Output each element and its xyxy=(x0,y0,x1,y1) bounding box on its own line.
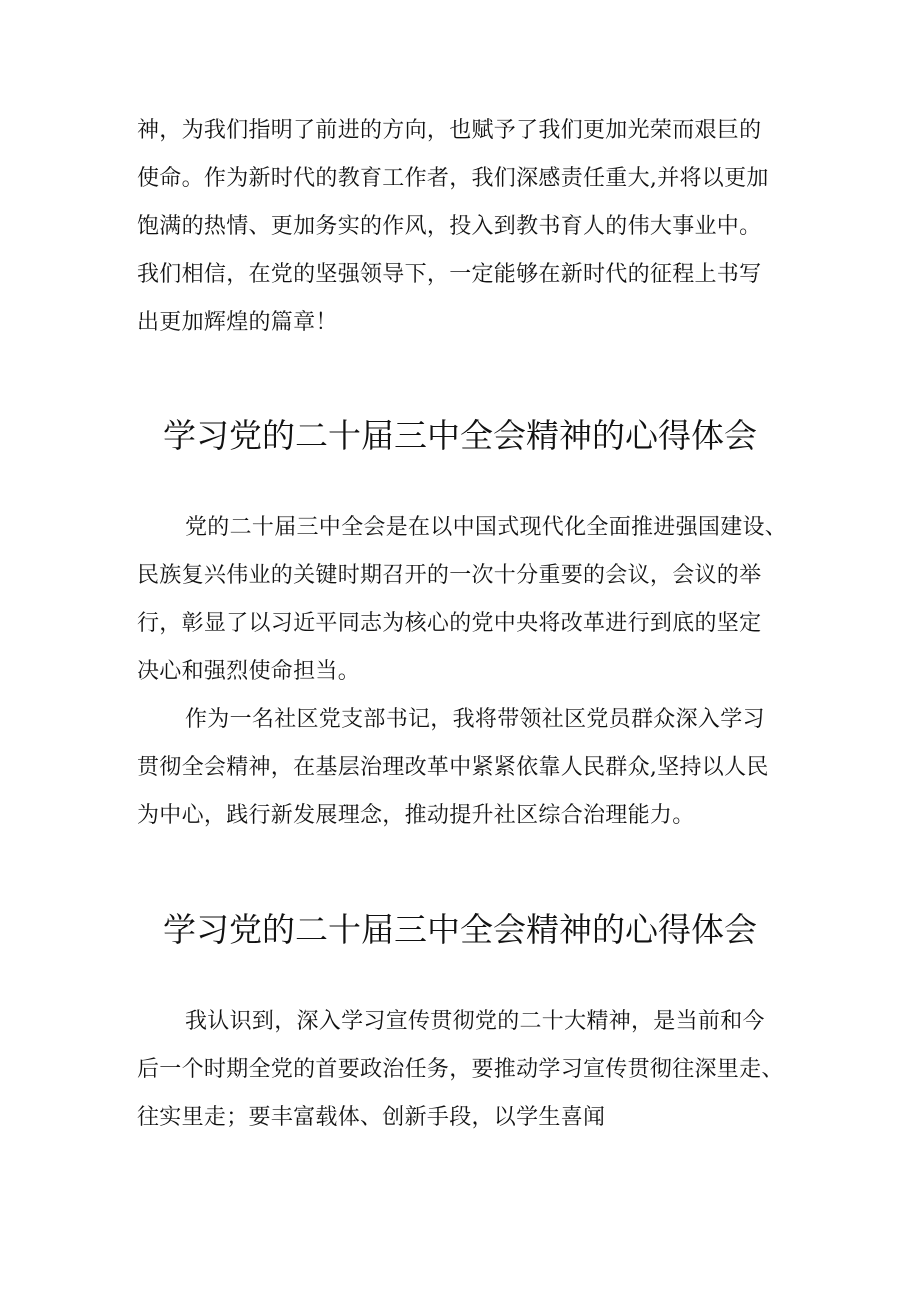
section-title: 学习党的二十届三中全会精神的心得体会 xyxy=(163,910,757,949)
section-title: 学习党的二十届三中全会精神的心得体会 xyxy=(163,416,757,455)
text-line: 贯彻全会精神，在基层治理改革中紧紧依靠人民群众,坚持以人民 xyxy=(137,755,769,780)
text-line: 作为一名社区党支部书记，我将带领社区党员群众深入学习 xyxy=(185,707,765,732)
text-line: 党的二十届三中全会是在以中国式现代化全面推进强国建设、 xyxy=(185,515,788,540)
text-line: 饱满的热情、更加务实的作风，投入到教书育人的伟大事业中。 xyxy=(137,214,762,239)
text-line: 我们相信，在党的坚强领导下，一定能够在新时代的征程上书写 xyxy=(137,262,762,287)
text-line: 往实里走；要丰富载体、创新手段，以学生喜闻 xyxy=(137,1105,606,1130)
text-line: 使命。作为新时代的教育工作者，我们深感责任重大,并将以更加 xyxy=(137,166,769,191)
text-line: 神，为我们指明了前进的方向，也赋予了我们更加光荣而艰巨的 xyxy=(137,118,762,143)
text-line: 民族复兴伟业的关键时期召开的一次十分重要的会议，会议的举 xyxy=(137,563,762,588)
text-line: 我认识到，深入学习宣传贯彻党的二十大精神，是当前和今 xyxy=(185,1009,765,1034)
text-line: 出更加辉煌的篇章！ xyxy=(137,310,338,335)
text-line: 决心和强烈使命担当。 xyxy=(137,659,361,684)
text-line: 为中心，践行新发展理念，推动提升社区综合治理能力。 xyxy=(137,803,695,828)
text-line: 行，彰显了以习近平同志为核心的党中央将改革进行到底的坚定 xyxy=(137,611,762,636)
text-line: 后一个时期全党的首要政治任务，要推动学习宣传贯彻往深里走、 xyxy=(137,1057,784,1082)
